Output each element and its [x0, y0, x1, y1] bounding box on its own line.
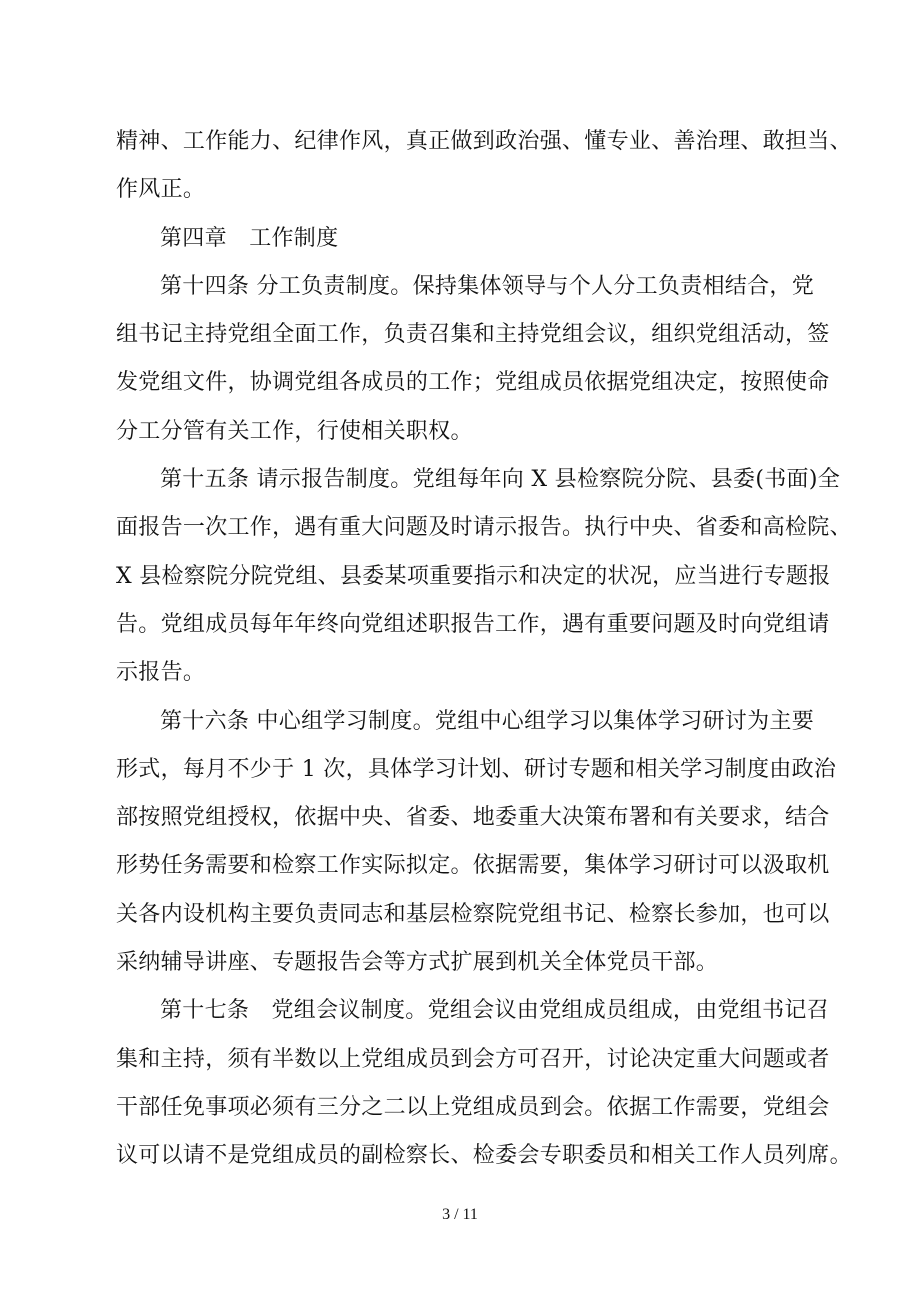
text-line: 部按照党组授权，依据中央、省委、地委重大决策布署和有关要求，结合 [116, 805, 830, 831]
text-line: 第十五条 请示报告制度。党组每年向 X 县检察院分院、县委(书面)全 [160, 467, 841, 493]
text-line: 第四章 工作制度 [160, 225, 339, 251]
text-line: X 县检察院分院党组、县委某项重要指示和决定的状况，应当进行专题报 [116, 563, 831, 589]
text-line: 采纳辅导讲座、专题报告会等方式扩展到机关全体党员干部。 [116, 950, 719, 976]
text-line: 发党组文件，协调党组各成员的工作；党组成员依据党组决定，按照使命 [116, 370, 830, 396]
text-line: 形式，每月不少于 1 次，具体学习计划、研讨专题和相关学习制度由政治 [116, 756, 837, 782]
text-line: 议可以请不是党组成员的副检察长、检委会专职委员和相关工作人员列席。 [116, 1143, 852, 1169]
text-line: 第十六条 中心组学习制度。党组中心组学习以集体学习研讨为主要 [160, 708, 814, 734]
text-line: 示报告。 [116, 660, 206, 686]
page-number: 3 / 11 [442, 1206, 478, 1223]
text-line: 第十七条 党组会议制度。党组会议由党组成员组成，由党组书记召 [160, 998, 830, 1024]
text-line: 形势任务需要和检察工作实际拟定。依据需要，集体学习研讨可以汲取机 [116, 853, 830, 879]
text-line: 组书记主持党组全面工作，负责召集和主持党组会议，组织党组活动，签 [116, 322, 830, 348]
document-body [116, 118, 852, 1181]
text-line: 分工分管有关工作，行使相关职权。 [116, 418, 473, 444]
text-line: 关各内设机构主要负责同志和基层检察院党组书记、检察长参加，也可以 [116, 901, 830, 927]
text-line: 集和主持，须有半数以上党组成员到会方可召开，讨论决定重大问题或者 [116, 1046, 830, 1072]
text-line: 面报告一次工作，遇有重大问题及时请示报告。执行中央、省委和高检院、 [116, 515, 852, 541]
text-line: 告。党组成员每年年终向党组述职报告工作，遇有重要问题及时向党组请 [116, 611, 830, 637]
text-line: 第十四条 分工负责制度。保持集体领导与个人分工负责相结合，党 [160, 273, 814, 299]
text-line: 作风正。 [116, 177, 206, 203]
text-line: 精神、工作能力、纪律作风，真正做到政治强、懂专业、善治理、敢担当、 [116, 129, 852, 154]
text-line: 干部任免事项必须有三分之二以上党组成员到会。依据工作需要，党组会 [116, 1094, 830, 1120]
